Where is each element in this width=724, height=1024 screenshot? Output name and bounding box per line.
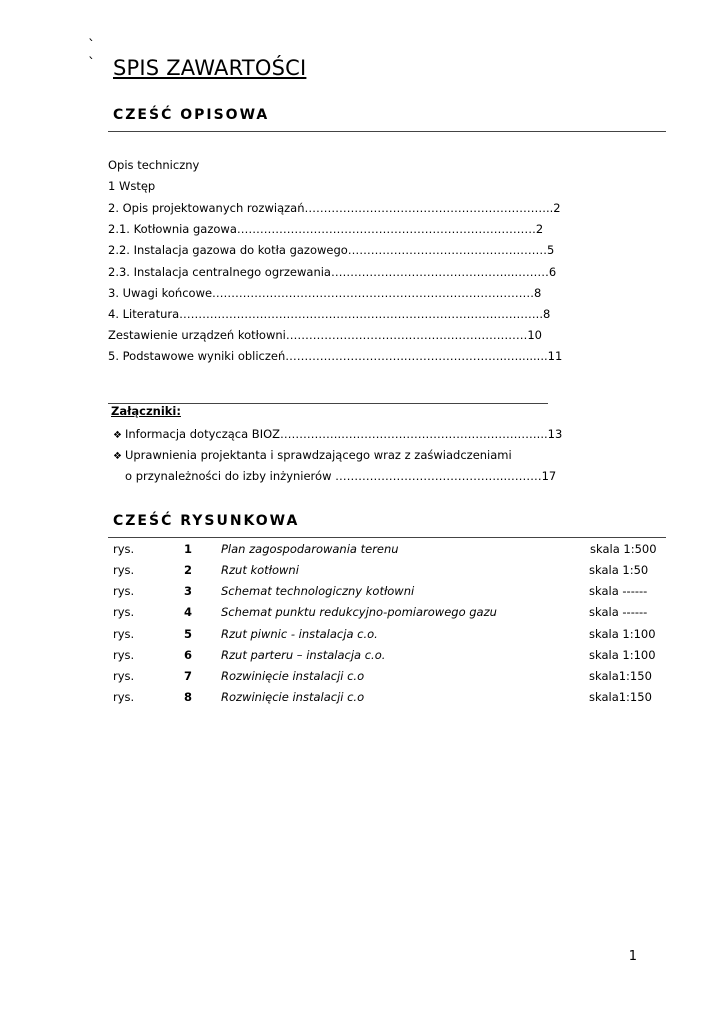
drawing-scale: skala 1:500 (590, 542, 657, 556)
section-divider (108, 537, 666, 538)
tick-mark: ` (88, 56, 95, 72)
toc-line: 1 Wstęp (108, 179, 156, 193)
drawing-number: 4 (184, 605, 193, 619)
drawing-number: 7 (184, 669, 193, 683)
drawing-row (113, 690, 661, 706)
toc-line: Opis techniczny (108, 158, 200, 172)
drawing-title: Schemat punktu redukcyjno-pomiarowego gazu (221, 605, 497, 619)
drawing-row (113, 669, 661, 685)
drawing-number: 5 (184, 627, 193, 641)
drawing-row (113, 542, 661, 558)
drawing-title: Rzut kotłowni (221, 563, 299, 577)
drawing-row (113, 563, 661, 579)
toc-line: 5. Podstawowe wyniki obliczeń…………………………..……………………..…........11 (108, 349, 563, 363)
drawing-prefix: rys. (113, 563, 135, 577)
drawing-number: 2 (184, 563, 193, 577)
drawing-scale: skala1:150 (589, 669, 652, 683)
drawing-prefix: rys. (113, 627, 135, 641)
drawing-scale: skala1:150 (589, 690, 652, 704)
drawing-row (113, 648, 661, 664)
drawing-title: Rzut parteru – instalacja c.o. (221, 648, 386, 662)
attachment-item-text: Uprawnienia projektanta i sprawdzającego wraz z zaświadczeniami (124, 448, 512, 462)
drawing-title: Rozwinięcie instalacji c.o (221, 669, 365, 683)
toc-line: 2. Opis projektowanych rozwiązań………………………………………………………..2 (108, 201, 561, 215)
toc-line: 2.3. Instalacja centralnego ogrzewania………………………………………...………6 (108, 265, 557, 279)
attachment-item-text: Informacja dotycząca BIOZ…………….……………………………………………...13 (124, 427, 563, 441)
bullet-diamond-icon: ❖ (113, 430, 122, 441)
attachment-item (113, 427, 562, 441)
page-number: 1 (628, 949, 637, 964)
drawing-row (113, 627, 661, 643)
drawing-title: Rzut piwnic - instalacja c.o. (221, 627, 378, 641)
drawing-prefix: rys. (113, 669, 135, 683)
document-title: SPIS ZAWARTOŚCI (113, 56, 307, 80)
toc-line: 2.1. Kotłownia gazowa……………………………………………………………………2 (108, 222, 544, 236)
drawing-number: 6 (184, 648, 193, 662)
drawing-prefix: rys. (113, 648, 135, 662)
section-heading-descriptive: CZEŚĆ OPISOWA (113, 107, 270, 123)
drawing-title: Plan zagospodarowania terenu (221, 542, 399, 556)
attachments-label: Załączniki: (111, 404, 181, 418)
drawing-scale: skala ------ (589, 584, 648, 598)
drawing-prefix: rys. (113, 605, 135, 619)
drawing-number: 1 (184, 542, 193, 556)
section-divider (108, 131, 666, 132)
drawing-prefix: rys. (113, 690, 135, 704)
toc-line: 3. Uwagi końcowe…………………………………………………………………………8 (108, 286, 542, 300)
drawing-row (113, 584, 661, 600)
attachment-item (113, 448, 512, 462)
toc-line: 2.2. Instalacja gazowa do kotła gazowego……………………………………….……5 (108, 243, 555, 257)
bullet-diamond-icon: ❖ (113, 451, 122, 462)
drawing-scale: skala 1:100 (589, 648, 656, 662)
drawing-title: Rozwinięcie instalacji c.o (221, 690, 365, 704)
drawing-number: 3 (184, 584, 193, 598)
attachment-continuation: o przynależności do izby inżynierów ……………………………………...………17 (125, 469, 557, 483)
drawing-prefix: rys. (113, 584, 135, 598)
drawing-title: Schemat technologiczny kotłowni (221, 584, 415, 598)
drawing-scale: skala ------ (589, 605, 648, 619)
drawing-row (113, 605, 661, 621)
section-heading-drawings: CZEŚĆ RYSUNKOWA (113, 513, 300, 529)
drawing-scale: skala 1:50 (589, 563, 649, 577)
toc-line: Zestawienie urządzeń kotłowni………………………………………………………10 (108, 328, 542, 342)
drawing-prefix: rys. (113, 542, 135, 556)
drawing-scale: skala 1:100 (589, 627, 656, 641)
tick-mark: ` (88, 38, 95, 54)
drawing-number: 8 (184, 690, 193, 704)
toc-line: 4. Literatura…………………………………………………………………………………..8 (108, 307, 551, 321)
